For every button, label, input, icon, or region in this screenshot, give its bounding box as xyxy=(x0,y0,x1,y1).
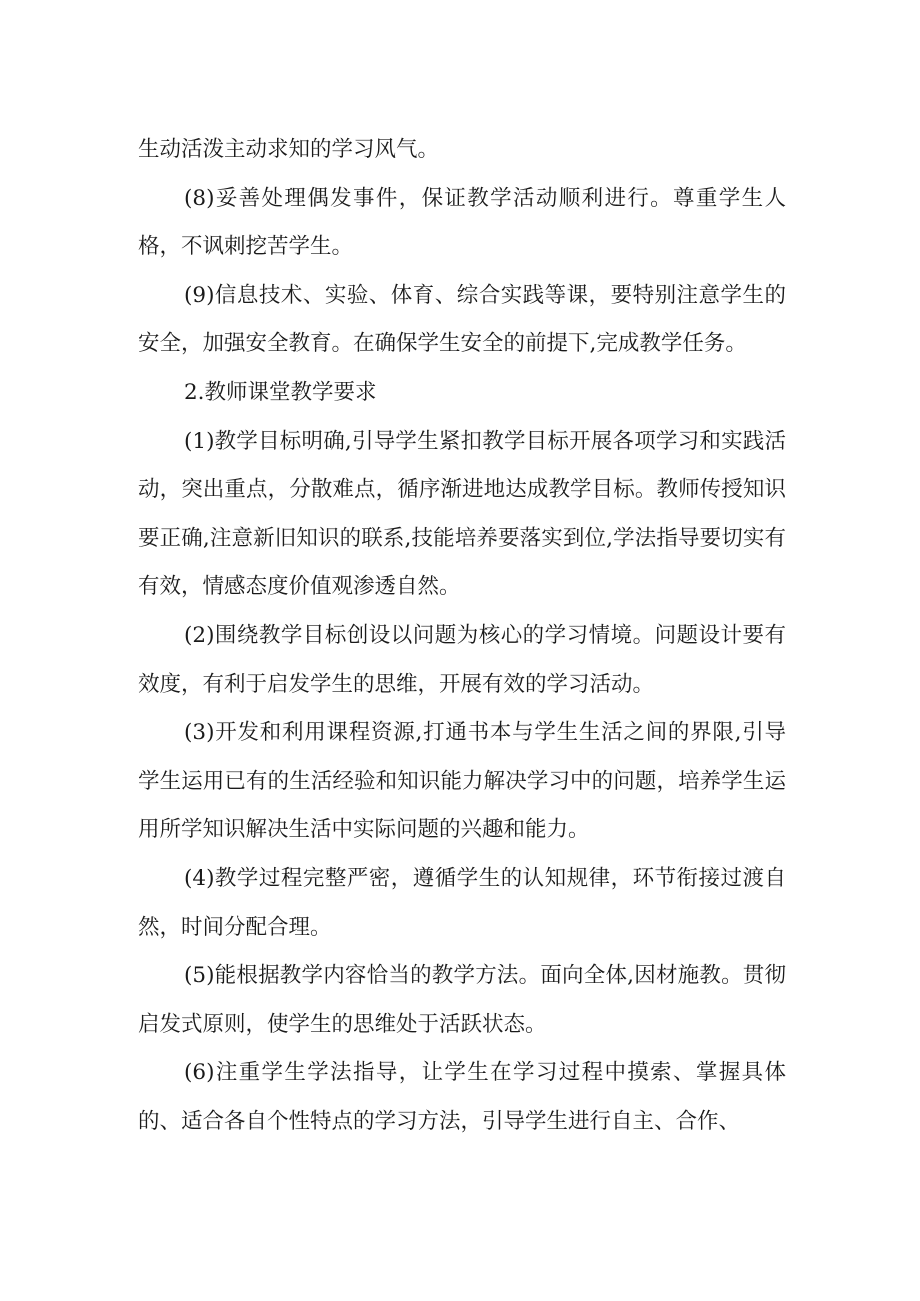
paragraph-item-2: (2)围绕教学目标创设以问题为核心的学习情境。问题设计要有效度，有利于启发学生的思维，开展有效的学习活动。 xyxy=(138,622,786,697)
section-heading-teacher-requirements: 2.教师课堂教学要求 xyxy=(184,379,377,405)
paragraph-item-9: (9)信息技术、实验、体育、综合实践等课，要特别注意学生的安全，加强安全教育。在确保学生安全的前提下,完成教学任务。 xyxy=(138,282,786,357)
paragraph-item-6: (6)注重学生学法指导，让学生在学习过程中摸索、掌握具体的、适合各自个性特点的学习方法，引导学生进行自主、合作、 xyxy=(138,1060,786,1134)
paragraph-item-4: (4)教学过程完整严密，遵循学生的认知规律，环节衔接过渡自然，时间分配合理。 xyxy=(138,865,786,940)
paragraph-item-3: (3)开发和利用课程资源,打通书本与学生生活之间的界限,引导学生运用已有的生活经验和知识能力解决学习中的问题，培养学生运用所学知识解决生活中实际问题的兴趣和能力。 xyxy=(138,720,786,843)
paragraph-item-1: (1)教学目标明确,引导学生紧扣教学目标开展各项学习和实践活动，突出重点，分散难点，循序渐进地达成教学目标。教师传授知识要正确,注意新旧知识的联系,技能培养要落实到位,学法指导要切实有有效，情感态度价值观渗透自然。 xyxy=(138,428,786,600)
paragraph-continuation: 生动活泼主动求知的学习风气。 xyxy=(138,137,440,162)
document-body xyxy=(138,126,786,1146)
paragraph-item-8: (8)妥善处理偶发事件，保证教学活动顺利进行。尊重学生人格，不讽刺挖苦学生。 xyxy=(138,185,786,260)
paragraph-item-5: (5)能根据教学内容恰当的教学方法。面向全体,因材施教。贯彻启发式原则，使学生的思维处于活跃状态。 xyxy=(138,963,786,1037)
